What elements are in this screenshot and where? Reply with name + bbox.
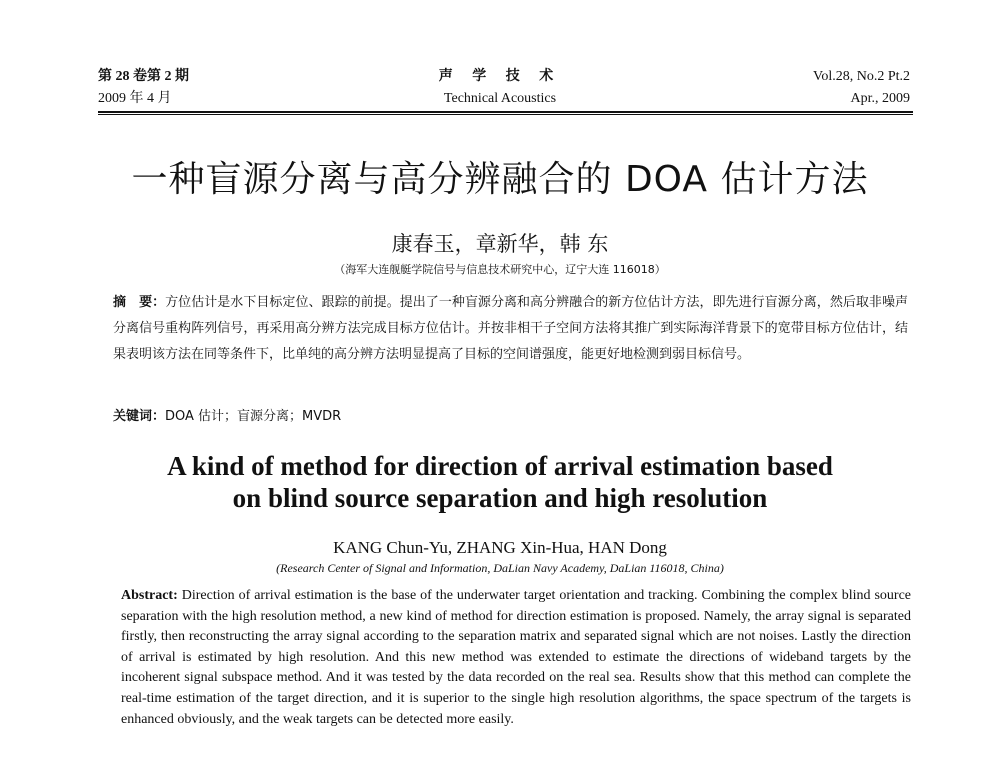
paper-title-en-line1: A kind of method for direction of arrival estimation based: [167, 451, 833, 481]
issue-date: 2009 年 4 月: [98, 91, 172, 106]
affiliation-cn: （海军大连舰艇学院信号与信息技术研究中心，辽宁大连 116018）: [334, 263, 666, 276]
paper-title-en-line2: on blind source separation and high resolution: [232, 483, 768, 513]
journal-name-cn: 声 学 技 术: [438, 69, 562, 84]
issue-date-en: Apr., 2009: [850, 91, 910, 106]
abstract-en-label: Abstract:: [121, 588, 178, 603]
volume-number-en: Vol.28, No.2 Pt.2: [813, 69, 910, 84]
header-rule-thin: [98, 114, 913, 115]
journal-volume-header: [813, 66, 910, 110]
paper-title-cn: 一种盲源分离与高分辨融合的 DOA 估计方法: [131, 159, 869, 200]
keywords-cn-label: 关键词：: [113, 409, 166, 424]
authors-en: KANG Chun-Yu, ZHANG Xin-Hua, HAN Dong: [333, 538, 667, 557]
abstract-cn: [113, 290, 908, 368]
abstract-en: [121, 586, 911, 730]
keywords-cn-text: DOA 估计；盲源分离；MVDR: [165, 409, 342, 424]
abstract-cn-text: 方位估计是水下目标定位、跟踪的前提。提出了一种盲源分离和高分辨融合的新方位估计方法，即先进行盲源分离，然后取非噪声分离信号重构阵列信号，再采用高分辨方法完成目标方位估计。并按非相干子空间方法将其推广到实际海洋背景下的宽带目标方位估计，结果表明该方法在同等条件下，比单纯的高分辨方法明显提高了目标的空间谱强度，能更好地检测到弱目标信号。: [113, 295, 908, 362]
volume-issue: 第 28 卷第 2 期: [98, 69, 189, 84]
affiliation-en: (Research Center of Signal and Information, DaLian Navy Academy, DaLian 116018, China): [276, 561, 724, 575]
abstract-cn-label: 摘 要：: [113, 295, 166, 310]
keywords-cn: [113, 407, 341, 427]
authors-cn: 康春玉，章新华，韩 东: [391, 232, 609, 256]
header-rule: [98, 111, 913, 113]
paper-title-en: [0, 450, 1000, 514]
abstract-en-text: Direction of arrival estimation is the base of the underwater target orientation and tracking. Combining the complex blind source separation with the high resolution method, a new kind of method for direction estimation is proposed. Namely, the array signal is separated firstly, then reconstructing the array signal according to the separation matrix and separated signal which are not noises. Lastly the direction of arrival is estimated by high resolution. And this new method was extended to estimate the directions of wideband targets by the incoherent signal subspace method. And it was tested by the data recorded on the real sea. Results show that this method can complete the real-time estimation of the target direction, and it is superior to the single high resolution algorithms, the space spectrum of the targets is enhanced obviously, and the weak targets can be detected more easily.: [121, 588, 912, 727]
journal-name-en: Technical Acoustics: [443, 91, 557, 106]
